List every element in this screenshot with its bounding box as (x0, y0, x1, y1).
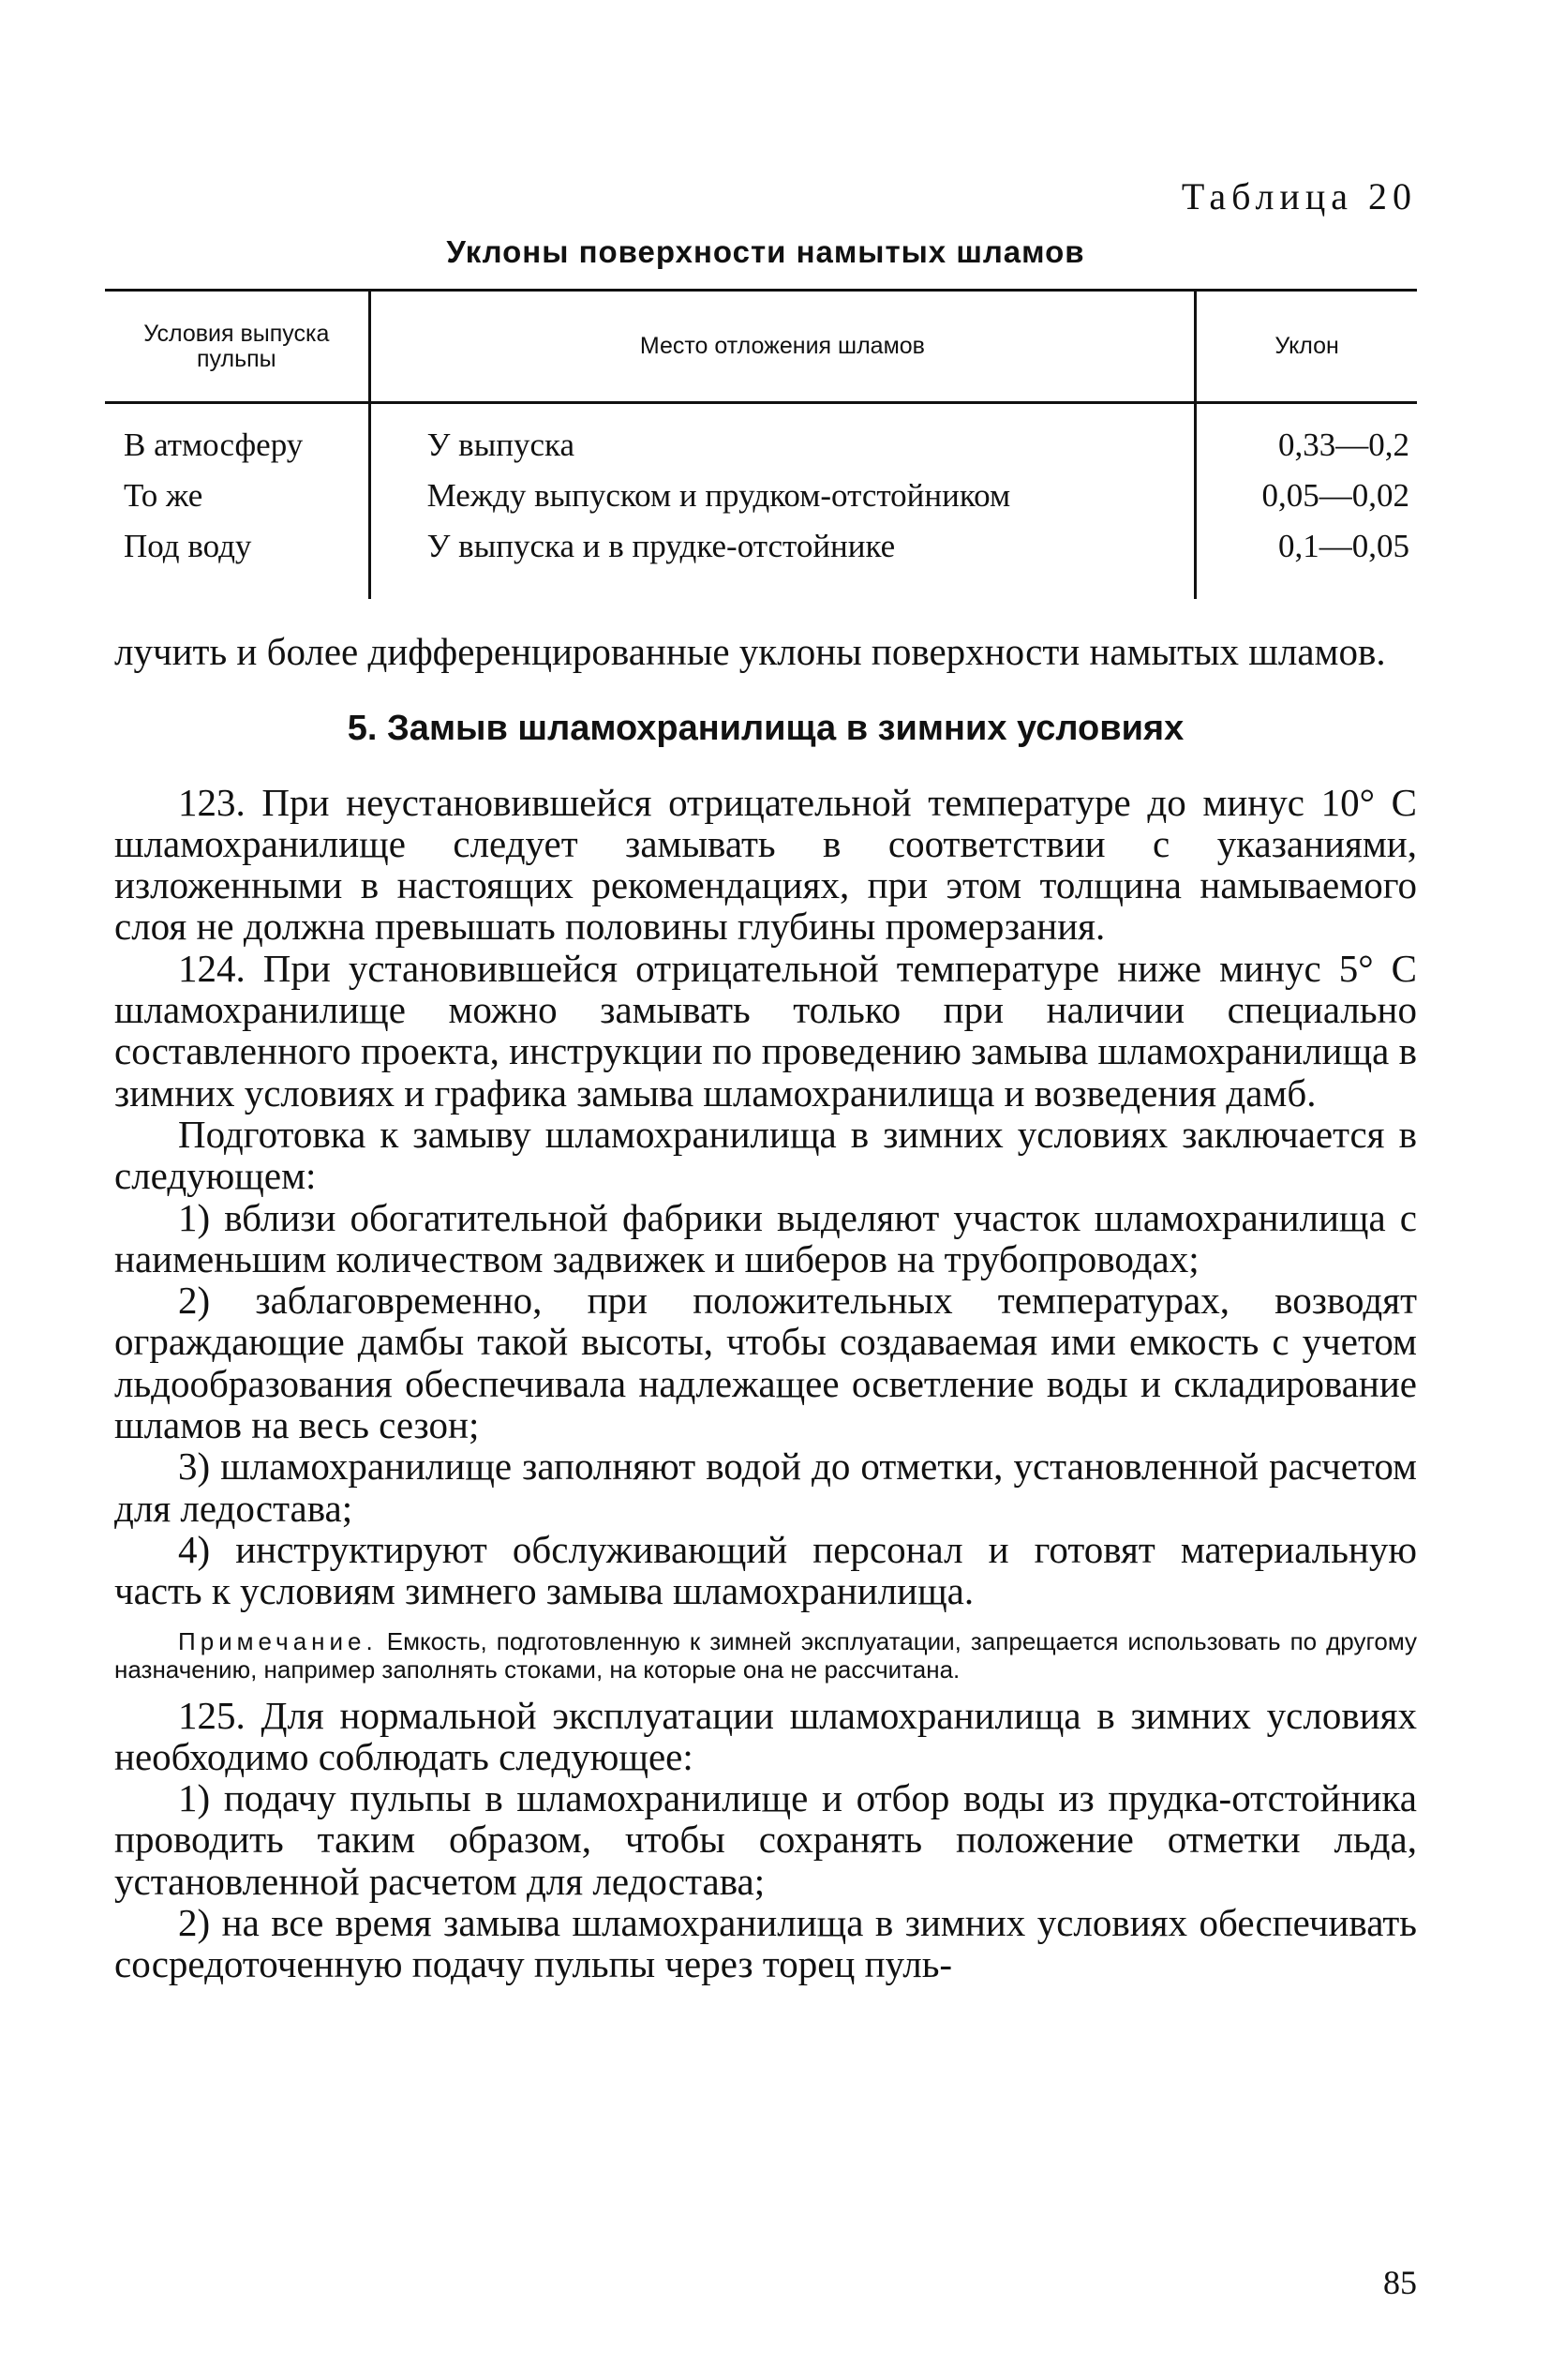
table-cell: 0,1—0,05 (1278, 528, 1409, 564)
section-heading: 5. Замыв шламохранилища в зимних условиях (347, 709, 1185, 749)
list-item: 1) вблизи обогатительной фабрики выделяют участок шламохранилища с наименьшим количеством задвижек и шиберов на трубопроводах; (114, 1195, 1417, 1280)
column-header-slope: Уклон (1196, 291, 1417, 403)
slopes-table (105, 289, 1417, 599)
continuation-paragraph: лучить и более дифференцированные уклоны поверхности намытых шламов. (114, 630, 1386, 673)
table-row (105, 403, 1417, 472)
table-header-row (105, 291, 1417, 403)
table-row (105, 471, 1417, 521)
table-row (105, 521, 1417, 599)
table-cell: Между выпуском и прудком-отстойником (369, 471, 1196, 521)
column-header-outlet-conditions: Условия выпуска пульпы (105, 291, 369, 403)
body-text (114, 631, 1417, 1985)
table-cell: У выпуска (369, 403, 1196, 472)
table-cell: 0,05—0,02 (1261, 477, 1409, 514)
list-item: 3) шламохранилище заполняют водой до отметки, установленной расчетом для ледостава; (114, 1444, 1417, 1530)
table-cell: В атмосферу (105, 403, 369, 472)
table-title: Уклоны поверхности намытых шламов (446, 234, 1085, 269)
list-item: 1) подачу пульпы в шламохранилище и отбор воды из прудка-отстойника проводить таким образом, чтобы сохранять положение отметки льда, установленной расчетом для ледостава; (114, 1776, 1417, 1903)
document-page (114, 0, 1417, 2380)
note-label: Примечание. (178, 1626, 378, 1655)
list-item: 2) заблаговременно, при положительных температурах, возводят ограждающие дамбы такой высоты, чтобы создаваемая ими емкость с учетом льдообразования обеспечивала надлежащее осветление воды и складирование шламов на весь сезон; (114, 1279, 1417, 1447)
table-cell: 0,33—0,2 (1278, 427, 1409, 463)
list-item: 2) на все время замыва шламохранилища в зимних условиях обеспечивать сосредоточенную подачу пульпы через торец пуль- (114, 1901, 1417, 1986)
list-item: 4) инструктируют обслуживающий персонал и готовят материальную часть к условиям зимнего замыва шламохранилища. (114, 1527, 1417, 1613)
note (114, 1627, 1417, 1684)
note-text: Емкость, подготовленную к зимней эксплуатации, запрещается использовать по другому назначению, например заполнять стоками, на которые она не рассчитана. (114, 1626, 1418, 1684)
table-label: Таблица 20 (1181, 175, 1417, 217)
paragraph-125: 125. Для нормальной эксплуатации шламохранилища в зимних условиях необходимо соблюдать следующее: (114, 1693, 1417, 1778)
table-cell: У выпуска и в прудке-отстойнике (369, 521, 1196, 599)
prep-intro-paragraph: Подготовка к замыву шламохранилища в зимних условиях заключается в следующем: (114, 1112, 1417, 1198)
table-cell: Под воду (105, 521, 369, 599)
table-cell: То же (105, 471, 369, 521)
page-number: 85 (1383, 2264, 1417, 2301)
paragraph-124: 124. При установившейся отрицательной температуре ниже минус 5° С шламохранилище можно замывать только при наличии специально составленного проекта, инструкции по проведению замыва шламохранилища в зимних условиях и графика замыва шламохранилища и возведения дамб. (114, 946, 1417, 1115)
column-header-deposit-location: Место отложения шламов (369, 291, 1196, 403)
paragraph-123: 123. При неустановившейся отрицательной температуре до минус 10° С шламохранилище следует замывать в соответствии с указаниями, изложенными в настоящих рекомендациях, при этом толщина намываемого слоя не должна превышать половины глубины промерзания. (114, 780, 1417, 949)
